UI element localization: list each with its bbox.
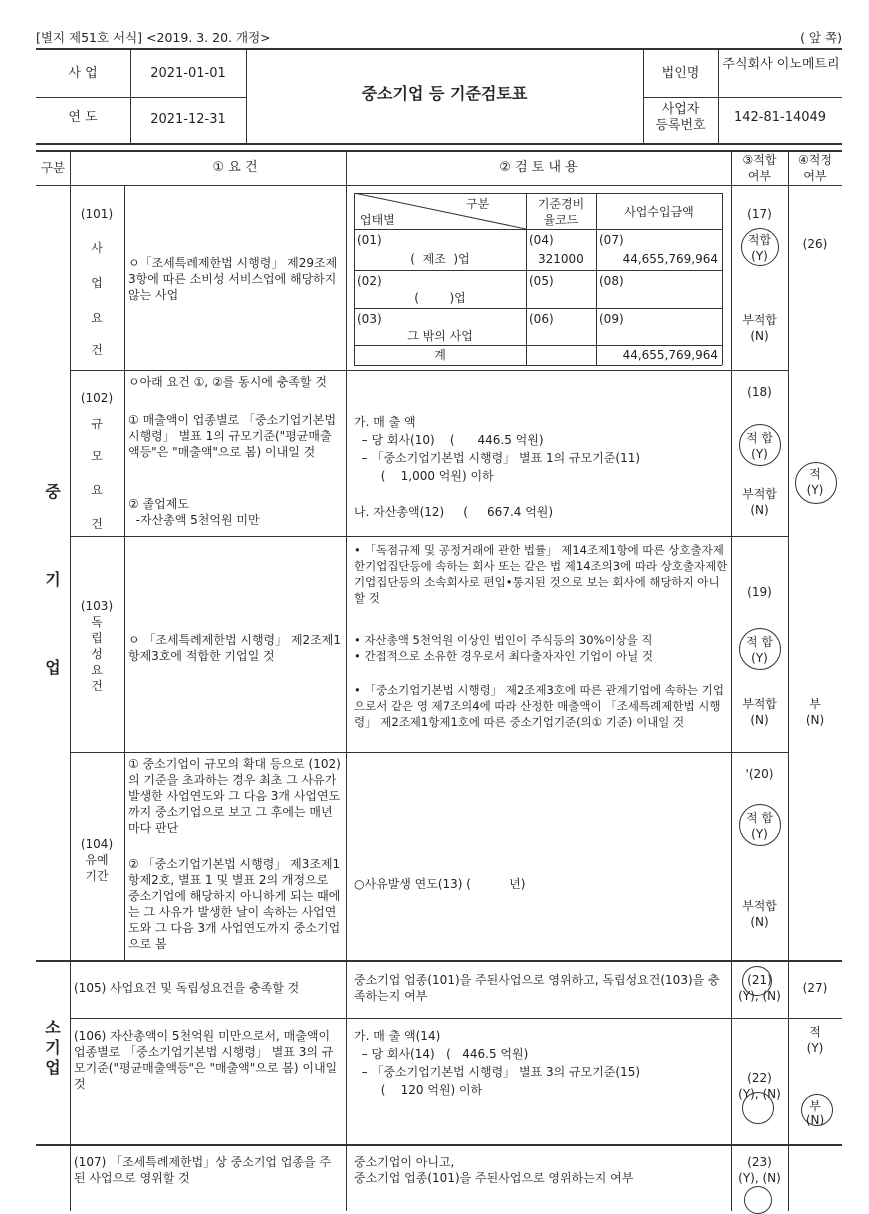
- row-101-requirement: ㅇ「조세특례제한법 시행령」 제29조제3항에 따른 소비성 서비스업에 해당하지 않는 사업: [128, 256, 338, 302]
- inner-row-no: (02): [357, 274, 382, 288]
- row-101-fit-no: (17): [747, 207, 772, 221]
- row-105-fit-no: (21): [747, 973, 772, 987]
- row-106-rev-a3: ( 120 억원) 이하: [354, 1083, 483, 1097]
- row-103-label-char: 성: [91, 647, 103, 661]
- category-small-char-1: 소: [45, 1018, 61, 1037]
- row-104-fit-no-label: 부적합: [742, 899, 777, 913]
- row-102-label-char: 건: [91, 517, 103, 531]
- inner-row-name: ( 제조 )업: [410, 252, 470, 266]
- end-date: 2021-12-31: [150, 112, 226, 127]
- inner-row-income-no: (07): [599, 233, 624, 247]
- inner-row-code-no: (04): [529, 233, 554, 247]
- corp-name: 주식회사 이노메트리: [722, 57, 840, 72]
- inner-header-code: 기준경비: [537, 197, 585, 211]
- row-107-review-2: 중소기업 업종(101)을 주된사업으로 영위하는지 여부: [354, 1171, 634, 1185]
- row-104-fit-yes: 적 합: [746, 811, 773, 825]
- row-106-adequacy: 적: [809, 1025, 821, 1039]
- row-102-rev-a1: – 당 회사(10) ( 446.5 억원): [354, 433, 544, 447]
- row-101-label-char: 요: [91, 311, 103, 325]
- row-106-rev-a: 가. 매 출 액(14): [354, 1029, 441, 1043]
- row-104-req-2: ② 「중소기업기본법 시행령」 제3조제1항제2호, 별표 1 및 별표 2의 개정으로 중소기업에 해당하지 아니하게 되는 때에는 그 사유가 발생한 날이 속하는 사업연도와 그 다음 3개 사업연도까지 중소기업으로 봄: [128, 857, 341, 951]
- row-106-adequacy-bn: (N): [805, 1113, 825, 1127]
- row-103-rev-2: • 자산총액 5천억원 이상인 법인이 주식등의 30%이상을 직: [354, 633, 653, 647]
- row-104-label-a: 유예: [85, 853, 109, 867]
- row-103-code: (103): [80, 599, 114, 613]
- inner-row-name: ( )업: [414, 291, 466, 305]
- row-102-fit-no-label: 부적합: [742, 487, 777, 501]
- row-104-code: (104): [80, 837, 114, 851]
- inner-row-no: (01): [357, 233, 382, 247]
- row-103-adequacy-n: (N): [805, 713, 825, 727]
- business-year-label-2: 연 도: [68, 110, 98, 125]
- row-102-adequacy: 적: [809, 467, 821, 481]
- inner-row-code-no: (06): [529, 312, 554, 326]
- row-101-fit-no-label: 부적합: [742, 313, 777, 327]
- category-small-char-2: 기: [45, 1038, 61, 1057]
- row-106-adequacy-y: (Y): [806, 1041, 824, 1055]
- row-103-fit-no: (19): [747, 585, 772, 599]
- row-103-rev-3: • 간접적으로 소유한 경우로서 최다출자자인 기업이 아닐 것: [354, 649, 653, 663]
- inner-row-income-no: (08): [599, 274, 624, 288]
- row-104-fit-no: '(20): [745, 767, 774, 781]
- row-101-label-char: 업: [91, 276, 103, 290]
- reg-no: 142-81-14049: [733, 110, 827, 125]
- col-header-category: 구분: [40, 160, 66, 175]
- row-101-label-char: 건: [91, 343, 103, 357]
- col-header-fit-4b: 여부: [803, 169, 827, 183]
- row-106-fit-no: (22): [747, 1071, 772, 1085]
- row-102-req-1: ① 매출액이 업종별로 「중소기업기본법 시행령」 별표 1의 규모기준("평균매출액등"은 "매출액"으로 봄) 이내일 것: [128, 413, 337, 459]
- row-102-rev-a3: ( 1,000 억원) 이하: [354, 469, 494, 483]
- row-105-adequacy-no: (27): [802, 981, 828, 995]
- row-103-fit-no-label: 부적합: [742, 697, 777, 711]
- row-101-fit-no-n: (N): [750, 329, 769, 343]
- inner-header-income: 사업수입금액: [624, 205, 694, 219]
- row-101-fit-yes: 적합: [747, 233, 772, 247]
- row-105-requirement: (105) 사업요건 및 독립성요건을 충족할 것: [74, 981, 300, 995]
- page-side-label: ( 앞 쪽): [800, 30, 842, 45]
- row-101-code: (101): [80, 207, 114, 221]
- start-date: 2021-01-01: [150, 66, 226, 81]
- category-sme-char-2: 기: [45, 570, 61, 589]
- row-101-fit-yes-y: (Y): [751, 249, 768, 263]
- row-107-fit-no: (23): [747, 1155, 772, 1169]
- row-106-fit-yn: (Y), (N): [738, 1087, 781, 1101]
- row-105-fit-yn: (Y), (N): [738, 989, 781, 1003]
- row-103-rev-4: • 「중소기업기본법 시행령」 제2조제3호에 따른 관계기업에 속하는 기업으로서 같은 영 제7조의4에 따라 산정한 매출액이 「조세특례제한법 시행령」 제2조제1항제1호에 따른 중소기업기준(의① 기준) 이내일 것: [354, 683, 724, 729]
- row-102-code: (102): [80, 391, 114, 405]
- inner-row-name: 그 밖의 사업: [407, 329, 473, 343]
- selected-circle-mark: [744, 1186, 772, 1214]
- form-label: [별지 제51호 서식] <2019. 3. 20. 개정>: [36, 30, 271, 45]
- inner-total: 44,655,769,964: [622, 348, 718, 362]
- inner-row-code: 321000: [538, 252, 584, 266]
- row-102-fit-no: (18): [747, 385, 772, 399]
- row-102-adequacy-y: (Y): [806, 483, 824, 497]
- category-sme-char-1: 중: [45, 482, 61, 501]
- corp-name-label: 법인명: [661, 66, 700, 81]
- row-104-fit-yes-y: (Y): [751, 827, 768, 841]
- row-102-label-char: 요: [91, 483, 103, 497]
- col-header-review: ② 검 토 내 용: [499, 160, 578, 175]
- row-106-adequacy-b: 부: [809, 1099, 821, 1113]
- row-106-rev-a2: – 「중소기업기본법 시행령」 별표 3의 규모기준(15): [354, 1065, 641, 1079]
- reg-no-label: 사업자: [661, 102, 700, 117]
- row-103-rev-1: • 「독점규제 및 공정거래에 관한 법률」 제14조제1항에 따른 상호출자제한기업집단등에 속하는 회사 또는 같은 법 제14조의3에 따라 상호출자제한기업집단등의 소속회사로 편입•통지된 것으로 보는 회사에 해당하지 아니할 것: [354, 543, 728, 605]
- col-header-fit-3b: 여부: [747, 169, 772, 183]
- row-104-req-1: ① 중소기업이 규모의 확대 등으로 (102)의 기준을 초과하는 경우 최초 그 사유가 발생한 사업연도와 그 다음 3개 사업연도까지 중소기업으로 보고 그 후에는 매년마다 판단: [128, 757, 341, 835]
- row-103-requirement: ㅇ 「조세특례제한법 시행령」 제2조제1항제3호에 적합한 기업일 것: [128, 633, 342, 663]
- row-102-rev-b: 나. 자산총액(12) ( 667.4 억원): [354, 505, 554, 519]
- inner-total-label: 계: [434, 348, 446, 362]
- row-107-review-1: 중소기업이 아니고,: [354, 1155, 455, 1169]
- row-102-req-2b: -자산총액 5천억원 미만: [128, 513, 260, 527]
- row-103-label-char: 독: [91, 615, 103, 629]
- row-102-req-2a: ② 졸업제도: [128, 497, 189, 511]
- inner-header-code-b: 율코드: [543, 213, 579, 227]
- row-101-label-char: 사: [91, 241, 103, 255]
- row-103-label-char: 건: [91, 679, 103, 693]
- row-103-fit-no-n: (N): [750, 713, 769, 727]
- row-104-fit-no-n: (N): [750, 915, 769, 929]
- inner-header-group: 구분: [466, 197, 490, 211]
- row-107-requirement: (107) 「조세특례제한법」상 중소기업 업종을 주된 사업으로 영위할 것: [74, 1155, 331, 1185]
- row-103-fit-yes-y: (Y): [751, 651, 768, 665]
- row-106-rev-a1: – 당 회사(14) ( 446.5 억원): [354, 1047, 529, 1061]
- row-104-label-b: 기간: [85, 869, 109, 883]
- reg-no-label-2: 등록번호: [655, 118, 706, 133]
- inner-row-no: (03): [357, 312, 382, 326]
- col-header-requirement: ① 요 건: [212, 160, 258, 175]
- row-106-requirement: (106) 자산총액이 5천억원 미만으로서, 매출액이 업종별로 「중소기업기본법 시행령」 별표 3의 규모기준("평균매출액등"은 "매출액"으로 봄) 이내일 것: [74, 1029, 338, 1091]
- business-year-label: 사 업: [68, 66, 98, 81]
- row-107-fit-yn: (Y), (N): [738, 1171, 781, 1185]
- row-105-review: 중소기업 업종(101)을 주된사업으로 영위하고, 독립성요건(103)을 충족하는지 여부: [354, 973, 720, 1003]
- row-103-fit-yes: 적 합: [746, 635, 773, 649]
- inner-header-type: 업태별: [360, 213, 395, 227]
- category-small-char-3: 업: [45, 1058, 61, 1077]
- selected-circle-mark: [742, 1092, 774, 1124]
- inner-row-income-no: (09): [599, 312, 624, 326]
- row-102-label-char: 모: [91, 449, 103, 463]
- inner-row-code-no: (05): [529, 274, 554, 288]
- row-102-rev-a2: – 「중소기업기본법 시행령」 별표 1의 규모기준(11): [354, 451, 641, 465]
- row-102-fit-yes: 적 합: [746, 431, 773, 445]
- row-102-req-intro: ㅇ아래 요건 ①, ②를 동시에 충족할 것: [128, 375, 327, 389]
- inner-row-income: 44,655,769,964: [622, 252, 718, 266]
- row-102-label-char: 규: [91, 417, 103, 431]
- row-101-adequacy-no: (26): [802, 237, 828, 251]
- category-sme-char-3: 업: [45, 658, 61, 677]
- row-103-label-char: 요: [91, 663, 103, 677]
- row-103-adequacy: 부: [809, 697, 821, 711]
- page-title: 중소기업 등 기준검토표: [361, 84, 528, 103]
- row-102-fit-no-n: (N): [750, 503, 769, 517]
- row-102-rev-a: 가. 매 출 액: [354, 415, 416, 429]
- row-104-review: ○사유발생 연도(13) ( 년): [354, 877, 526, 891]
- col-header-fit-3: ③적합: [742, 153, 777, 167]
- col-header-fit-4: ④적정: [798, 153, 832, 167]
- row-102-fit-yes-y: (Y): [751, 447, 768, 461]
- row-103-label-char: 립: [91, 631, 103, 645]
